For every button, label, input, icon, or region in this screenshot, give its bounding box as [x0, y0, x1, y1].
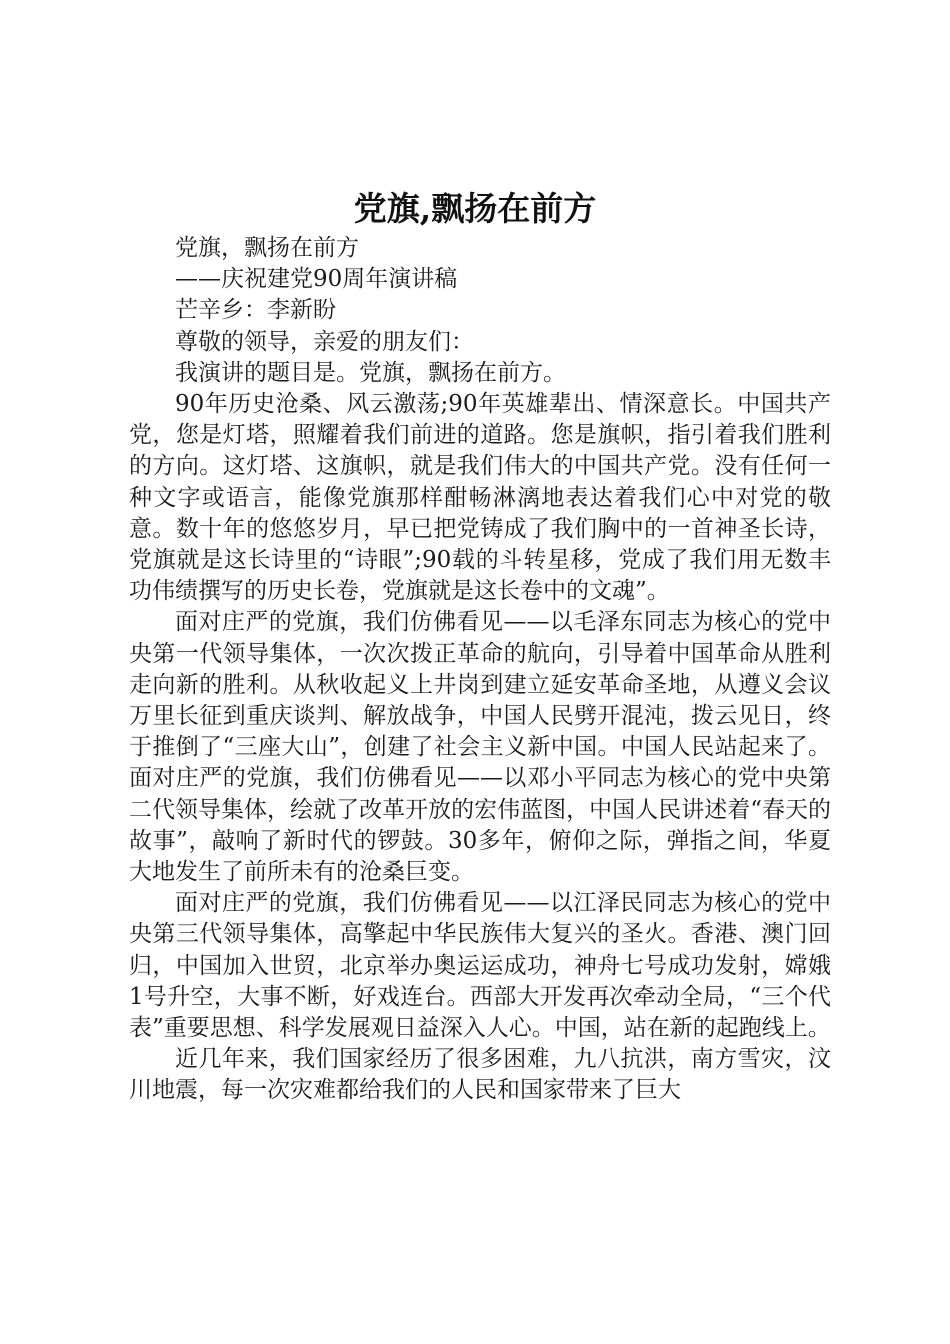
paragraph-topic: 我演讲的题目是。党旗，飘扬在前方。 [175, 359, 566, 386]
paragraph-author: 芒辛乡：李新盼 [175, 297, 336, 324]
document-title: 党旗,飘扬在前方 [353, 189, 597, 228]
paragraph-body: 面对庄严的党旗，我们仿佛看见——以毛泽东同志为核心的党中央第一代领导集体，一次次拨正革命的航向，引导着中国革命从胜利走向新的胜利。从秋收起义上井岗到建立延安革命圣地，从遵义会议万里长征到重庆谈判、解放战争，中国人民劈开混沌，拨云见日，终于推倒了“三座大山”，创建了社会主义新中国。中国人民站起来了。面对庄严的党旗，我们仿佛看见——以邓小平同志为核心的党中央第二代领导集体，绘就了改革开放的宏伟蓝图，中国人民讲述着“春天的故事”，敲响了新时代的锣鼓。30多年，俯仰之际，弹指之间，华夏大地发生了前所未有的沧桑巨变。 [129, 609, 831, 886]
paragraph-occasion: ——庆祝建党90周年演讲稿 [175, 266, 458, 293]
paragraph-salutation: 尊敬的领导，亲爱的朋友们： [175, 328, 474, 355]
paragraph-subtitle: 党旗，飘扬在前方 [175, 235, 359, 261]
paragraph-body: 近几年来，我们国家经历了很多困难，九八抗洪，南方雪灾，汶川地震，每一次灾难都给我们的人民和国家带来了巨大 [129, 1046, 831, 1104]
document-body [129, 233, 831, 1107]
paragraph-body: 90年历史沧桑、风云激荡;90年英雄辈出、情深意长。中国共产党，您是灯塔，照耀着我们前进的道路。您是旗帜，指引着我们胜利的方向。这灯塔、这旗帜，就是我们伟大的中国共产党。没有任何一种文字或语言，能像党旗那样酣畅淋漓地表达着我们心中对党的敬意。数十年的悠悠岁月，早已把党铸成了我们胸中的一首神圣长诗，党旗就是这长诗里的“诗眼”;90载的斗转星移，党成了我们用无数丰功伟绩撰写的历史长卷，党旗就是这长卷中的文魂”。 [129, 391, 831, 605]
paragraph-body: 面对庄严的党旗，我们仿佛看见——以江泽民同志为核心的党中央第三代领导集体，高擎起中华民族伟大复兴的圣火。香港、澳门回归，中国加入世贸，北京举办奥运运成功，神舟七号成功发射，嫦娥1号升空，大事不断，好戏连台。西部大开发再次牵动全局，“三个代表”重要思想、科学发展观日益深入人心。中国，站在新的起跑线上。 [129, 890, 831, 1042]
